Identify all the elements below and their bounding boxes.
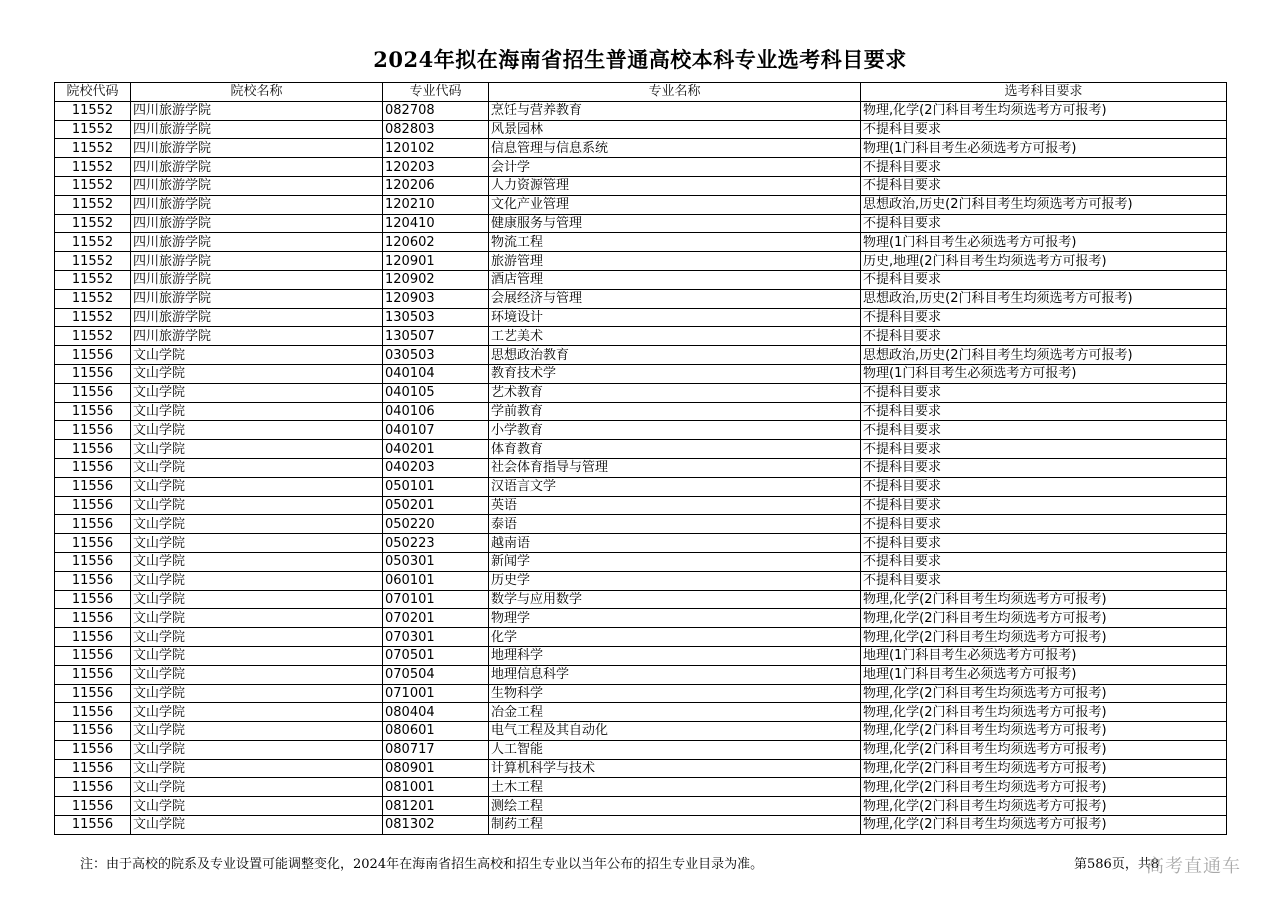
cell-school-code: 11556 bbox=[55, 552, 131, 571]
cell-major-code: 040201 bbox=[383, 440, 489, 459]
cell-subject-requirement: 不提科目要求 bbox=[861, 571, 1227, 590]
table-row bbox=[55, 646, 1227, 665]
cell-major-code: 120203 bbox=[383, 158, 489, 177]
cell-major-name: 汉语言文学 bbox=[489, 477, 861, 496]
cell-subject-requirement: 物理,化学(2门科目考生均须选考方可报考) bbox=[861, 740, 1227, 759]
cell-major-name: 泰语 bbox=[489, 515, 861, 534]
cell-school-code: 11552 bbox=[55, 139, 131, 158]
cell-major-code: 040107 bbox=[383, 421, 489, 440]
cell-subject-requirement: 不提科目要求 bbox=[861, 534, 1227, 553]
table-row bbox=[55, 308, 1227, 327]
cell-major-name: 酒店管理 bbox=[489, 270, 861, 289]
cell-school-name: 文山学院 bbox=[131, 646, 383, 665]
table-row bbox=[55, 402, 1227, 421]
cell-major-name: 历史学 bbox=[489, 571, 861, 590]
cell-major-code: 120210 bbox=[383, 195, 489, 214]
cell-school-code: 11552 bbox=[55, 270, 131, 289]
table-row bbox=[55, 477, 1227, 496]
cell-school-name: 文山学院 bbox=[131, 364, 383, 383]
cell-major-name: 环境设计 bbox=[489, 308, 861, 327]
header-major-name: 专业名称 bbox=[489, 83, 861, 102]
cell-major-name: 旅游管理 bbox=[489, 252, 861, 271]
cell-subject-requirement: 地理(1门科目考生必须选考方可报考) bbox=[861, 646, 1227, 665]
table-row bbox=[55, 252, 1227, 271]
cell-major-code: 070201 bbox=[383, 609, 489, 628]
cell-school-name: 文山学院 bbox=[131, 552, 383, 571]
cell-major-code: 050101 bbox=[383, 477, 489, 496]
cell-school-code: 11556 bbox=[55, 383, 131, 402]
cell-subject-requirement: 历史,地理(2门科目考生均须选考方可报考) bbox=[861, 252, 1227, 271]
cell-major-code: 030503 bbox=[383, 346, 489, 365]
table-row bbox=[55, 270, 1227, 289]
table-row bbox=[55, 552, 1227, 571]
cell-school-code: 11552 bbox=[55, 289, 131, 308]
table-row bbox=[55, 515, 1227, 534]
cell-school-code: 11552 bbox=[55, 308, 131, 327]
cell-school-code: 11552 bbox=[55, 158, 131, 177]
cell-school-code: 11556 bbox=[55, 722, 131, 741]
cell-school-code: 11552 bbox=[55, 176, 131, 195]
cell-major-name: 数学与应用数学 bbox=[489, 590, 861, 609]
cell-major-name: 工艺美术 bbox=[489, 327, 861, 346]
cell-subject-requirement: 物理(1门科目考生必须选考方可报考) bbox=[861, 139, 1227, 158]
cell-school-name: 文山学院 bbox=[131, 590, 383, 609]
table-body bbox=[55, 101, 1227, 834]
table-row bbox=[55, 421, 1227, 440]
table-row bbox=[55, 120, 1227, 139]
cell-subject-requirement: 不提科目要求 bbox=[861, 440, 1227, 459]
cell-school-code: 11552 bbox=[55, 233, 131, 252]
cell-subject-requirement: 物理,化学(2门科目考生均须选考方可报考) bbox=[861, 628, 1227, 647]
cell-major-code: 120602 bbox=[383, 233, 489, 252]
cell-school-code: 11556 bbox=[55, 703, 131, 722]
cell-major-name: 计算机科学与技术 bbox=[489, 759, 861, 778]
cell-school-name: 文山学院 bbox=[131, 421, 383, 440]
cell-school-name: 四川旅游学院 bbox=[131, 176, 383, 195]
header-school-name: 院校名称 bbox=[131, 83, 383, 102]
cell-school-name: 文山学院 bbox=[131, 684, 383, 703]
cell-major-code: 071001 bbox=[383, 684, 489, 703]
cell-major-code: 080901 bbox=[383, 759, 489, 778]
cell-major-name: 地理信息科学 bbox=[489, 665, 861, 684]
table-row bbox=[55, 383, 1227, 402]
cell-school-code: 11556 bbox=[55, 346, 131, 365]
cell-school-name: 四川旅游学院 bbox=[131, 101, 383, 120]
cell-subject-requirement: 物理,化学(2门科目考生均须选考方可报考) bbox=[861, 684, 1227, 703]
cell-subject-requirement: 思想政治,历史(2门科目考生均须选考方可报考) bbox=[861, 195, 1227, 214]
cell-major-name: 艺术教育 bbox=[489, 383, 861, 402]
cell-subject-requirement: 地理(1门科目考生必须选考方可报考) bbox=[861, 665, 1227, 684]
cell-major-code: 060101 bbox=[383, 571, 489, 590]
cell-school-code: 11556 bbox=[55, 496, 131, 515]
table-row bbox=[55, 214, 1227, 233]
cell-school-name: 文山学院 bbox=[131, 816, 383, 835]
cell-subject-requirement: 物理,化学(2门科目考生均须选考方可报考) bbox=[861, 101, 1227, 120]
cell-subject-requirement: 不提科目要求 bbox=[861, 458, 1227, 477]
cell-major-name: 人力资源管理 bbox=[489, 176, 861, 195]
cell-major-code: 082708 bbox=[383, 101, 489, 120]
cell-major-code: 080404 bbox=[383, 703, 489, 722]
cell-school-code: 11552 bbox=[55, 101, 131, 120]
cell-major-name: 烹饪与营养教育 bbox=[489, 101, 861, 120]
table-row bbox=[55, 684, 1227, 703]
table-row bbox=[55, 496, 1227, 515]
cell-subject-requirement: 物理,化学(2门科目考生均须选考方可报考) bbox=[861, 759, 1227, 778]
cell-school-name: 文山学院 bbox=[131, 703, 383, 722]
cell-school-code: 11556 bbox=[55, 646, 131, 665]
cell-school-name: 文山学院 bbox=[131, 571, 383, 590]
table-row bbox=[55, 458, 1227, 477]
cell-major-name: 地理科学 bbox=[489, 646, 861, 665]
cell-school-code: 11552 bbox=[55, 195, 131, 214]
cell-major-name: 教育技术学 bbox=[489, 364, 861, 383]
cell-major-code: 050301 bbox=[383, 552, 489, 571]
cell-major-code: 070504 bbox=[383, 665, 489, 684]
cell-subject-requirement: 不提科目要求 bbox=[861, 214, 1227, 233]
cell-school-name: 四川旅游学院 bbox=[131, 139, 383, 158]
cell-major-name: 人工智能 bbox=[489, 740, 861, 759]
cell-major-code: 070301 bbox=[383, 628, 489, 647]
cell-school-code: 11556 bbox=[55, 515, 131, 534]
cell-school-name: 文山学院 bbox=[131, 515, 383, 534]
cell-school-name: 文山学院 bbox=[131, 609, 383, 628]
cell-major-name: 社会体育指导与管理 bbox=[489, 458, 861, 477]
cell-subject-requirement: 不提科目要求 bbox=[861, 176, 1227, 195]
cell-subject-requirement: 物理,化学(2门科目考生均须选考方可报考) bbox=[861, 722, 1227, 741]
cell-school-name: 四川旅游学院 bbox=[131, 233, 383, 252]
requirements-table bbox=[54, 82, 1227, 835]
cell-school-code: 11556 bbox=[55, 740, 131, 759]
cell-major-name: 思想政治教育 bbox=[489, 346, 861, 365]
table-row bbox=[55, 797, 1227, 816]
cell-school-name: 四川旅游学院 bbox=[131, 120, 383, 139]
cell-subject-requirement: 不提科目要求 bbox=[861, 402, 1227, 421]
table-row bbox=[55, 740, 1227, 759]
cell-major-name: 测绘工程 bbox=[489, 797, 861, 816]
cell-major-name: 文化产业管理 bbox=[489, 195, 861, 214]
cell-school-code: 11556 bbox=[55, 477, 131, 496]
cell-school-name: 文山学院 bbox=[131, 402, 383, 421]
cell-school-name: 四川旅游学院 bbox=[131, 289, 383, 308]
cell-school-code: 11556 bbox=[55, 628, 131, 647]
cell-major-name: 健康服务与管理 bbox=[489, 214, 861, 233]
header-major-code: 专业代码 bbox=[383, 83, 489, 102]
cell-major-code: 130507 bbox=[383, 327, 489, 346]
cell-major-name: 冶金工程 bbox=[489, 703, 861, 722]
cell-school-name: 四川旅游学院 bbox=[131, 158, 383, 177]
cell-subject-requirement: 思想政治,历史(2门科目考生均须选考方可报考) bbox=[861, 346, 1227, 365]
cell-major-name: 化学 bbox=[489, 628, 861, 647]
cell-subject-requirement: 不提科目要求 bbox=[861, 477, 1227, 496]
cell-major-name: 风景园林 bbox=[489, 120, 861, 139]
table-row bbox=[55, 233, 1227, 252]
cell-school-name: 文山学院 bbox=[131, 628, 383, 647]
cell-school-code: 11556 bbox=[55, 797, 131, 816]
cell-school-name: 文山学院 bbox=[131, 722, 383, 741]
table-row bbox=[55, 703, 1227, 722]
cell-major-code: 040203 bbox=[383, 458, 489, 477]
cell-school-name: 文山学院 bbox=[131, 477, 383, 496]
cell-major-name: 会计学 bbox=[489, 158, 861, 177]
cell-major-code: 120102 bbox=[383, 139, 489, 158]
cell-major-name: 体育教育 bbox=[489, 440, 861, 459]
cell-school-name: 文山学院 bbox=[131, 797, 383, 816]
cell-major-code: 070501 bbox=[383, 646, 489, 665]
cell-major-code: 120410 bbox=[383, 214, 489, 233]
cell-subject-requirement: 物理,化学(2门科目考生均须选考方可报考) bbox=[861, 703, 1227, 722]
header-school-code: 院校代码 bbox=[55, 83, 131, 102]
cell-subject-requirement: 物理,化学(2门科目考生均须选考方可报考) bbox=[861, 590, 1227, 609]
cell-school-code: 11556 bbox=[55, 609, 131, 628]
table-row bbox=[55, 816, 1227, 835]
table-row bbox=[55, 722, 1227, 741]
header-subject-requirement: 选考科目要求 bbox=[861, 83, 1227, 102]
cell-subject-requirement: 不提科目要求 bbox=[861, 270, 1227, 289]
cell-major-name: 电气工程及其自动化 bbox=[489, 722, 861, 741]
table-row bbox=[55, 364, 1227, 383]
cell-school-code: 11556 bbox=[55, 778, 131, 797]
cell-subject-requirement: 思想政治,历史(2门科目考生均须选考方可报考) bbox=[861, 289, 1227, 308]
table-row bbox=[55, 139, 1227, 158]
cell-major-code: 080601 bbox=[383, 722, 489, 741]
cell-school-name: 文山学院 bbox=[131, 759, 383, 778]
cell-school-code: 11552 bbox=[55, 252, 131, 271]
cell-major-code: 070101 bbox=[383, 590, 489, 609]
cell-school-name: 文山学院 bbox=[131, 383, 383, 402]
cell-school-name: 文山学院 bbox=[131, 458, 383, 477]
cell-major-code: 040104 bbox=[383, 364, 489, 383]
cell-major-name: 信息管理与信息系统 bbox=[489, 139, 861, 158]
table-row bbox=[55, 176, 1227, 195]
cell-major-code: 082803 bbox=[383, 120, 489, 139]
cell-subject-requirement: 不提科目要求 bbox=[861, 327, 1227, 346]
cell-major-code: 050201 bbox=[383, 496, 489, 515]
cell-subject-requirement: 不提科目要求 bbox=[861, 496, 1227, 515]
table-row bbox=[55, 590, 1227, 609]
cell-school-code: 11556 bbox=[55, 421, 131, 440]
table-row bbox=[55, 628, 1227, 647]
cell-major-code: 050220 bbox=[383, 515, 489, 534]
cell-major-code: 040105 bbox=[383, 383, 489, 402]
table-row bbox=[55, 440, 1227, 459]
table-row bbox=[55, 665, 1227, 684]
cell-major-name: 新闻学 bbox=[489, 552, 861, 571]
cell-major-name: 会展经济与管理 bbox=[489, 289, 861, 308]
cell-major-code: 081302 bbox=[383, 816, 489, 835]
table-row bbox=[55, 759, 1227, 778]
table-row bbox=[55, 195, 1227, 214]
cell-major-code: 081201 bbox=[383, 797, 489, 816]
cell-major-code: 130503 bbox=[383, 308, 489, 327]
cell-school-name: 四川旅游学院 bbox=[131, 327, 383, 346]
cell-school-name: 文山学院 bbox=[131, 665, 383, 684]
cell-school-code: 11556 bbox=[55, 534, 131, 553]
cell-major-code: 080717 bbox=[383, 740, 489, 759]
cell-subject-requirement: 不提科目要求 bbox=[861, 421, 1227, 440]
cell-school-name: 四川旅游学院 bbox=[131, 308, 383, 327]
cell-school-code: 11556 bbox=[55, 440, 131, 459]
cell-school-code: 11552 bbox=[55, 327, 131, 346]
cell-major-code: 120902 bbox=[383, 270, 489, 289]
cell-school-name: 文山学院 bbox=[131, 496, 383, 515]
cell-subject-requirement: 物理,化学(2门科目考生均须选考方可报考) bbox=[861, 778, 1227, 797]
cell-school-name: 文山学院 bbox=[131, 740, 383, 759]
cell-major-name: 小学教育 bbox=[489, 421, 861, 440]
cell-school-code: 11552 bbox=[55, 214, 131, 233]
cell-major-name: 土木工程 bbox=[489, 778, 861, 797]
cell-school-code: 11556 bbox=[55, 571, 131, 590]
cell-major-name: 生物科学 bbox=[489, 684, 861, 703]
cell-school-code: 11556 bbox=[55, 402, 131, 421]
cell-school-name: 文山学院 bbox=[131, 534, 383, 553]
cell-major-name: 物流工程 bbox=[489, 233, 861, 252]
watermark-logo: 高考直通车 bbox=[1146, 856, 1241, 877]
table-header-row bbox=[55, 83, 1227, 102]
cell-school-code: 11556 bbox=[55, 684, 131, 703]
page-title: 2024年拟在海南省招生普通高校本科专业选考科目要求 bbox=[373, 47, 907, 72]
cell-subject-requirement: 不提科目要求 bbox=[861, 383, 1227, 402]
cell-major-name: 制药工程 bbox=[489, 816, 861, 835]
cell-subject-requirement: 物理(1门科目考生必须选考方可报考) bbox=[861, 364, 1227, 383]
cell-major-code: 081001 bbox=[383, 778, 489, 797]
cell-subject-requirement: 物理,化学(2门科目考生均须选考方可报考) bbox=[861, 797, 1227, 816]
cell-major-code: 040106 bbox=[383, 402, 489, 421]
cell-major-code: 120206 bbox=[383, 176, 489, 195]
cell-school-code: 11556 bbox=[55, 364, 131, 383]
cell-major-code: 120901 bbox=[383, 252, 489, 271]
cell-school-name: 四川旅游学院 bbox=[131, 252, 383, 271]
table-row bbox=[55, 289, 1227, 308]
footer-note: 注：由于高校的院系及专业设置可能调整变化，2024年在海南省招生高校和招生专业以当年公布的招生专业目录为准。 bbox=[80, 857, 764, 872]
cell-school-name: 四川旅游学院 bbox=[131, 270, 383, 289]
cell-school-name: 文山学院 bbox=[131, 778, 383, 797]
cell-school-code: 11556 bbox=[55, 665, 131, 684]
cell-school-code: 11556 bbox=[55, 590, 131, 609]
table-row bbox=[55, 327, 1227, 346]
table-row bbox=[55, 158, 1227, 177]
cell-subject-requirement: 物理,化学(2门科目考生均须选考方可报考) bbox=[861, 816, 1227, 835]
table-row bbox=[55, 534, 1227, 553]
cell-school-name: 四川旅游学院 bbox=[131, 195, 383, 214]
cell-school-code: 11556 bbox=[55, 458, 131, 477]
cell-subject-requirement: 不提科目要求 bbox=[861, 158, 1227, 177]
cell-school-name: 文山学院 bbox=[131, 440, 383, 459]
page-number: 第586页，共8 bbox=[1074, 857, 1160, 872]
table-row bbox=[55, 346, 1227, 365]
cell-major-name: 物理学 bbox=[489, 609, 861, 628]
cell-subject-requirement: 不提科目要求 bbox=[861, 308, 1227, 327]
cell-subject-requirement: 不提科目要求 bbox=[861, 515, 1227, 534]
table-row bbox=[55, 609, 1227, 628]
cell-school-name: 四川旅游学院 bbox=[131, 214, 383, 233]
cell-school-name: 文山学院 bbox=[131, 346, 383, 365]
cell-subject-requirement: 不提科目要求 bbox=[861, 552, 1227, 571]
cell-subject-requirement: 物理,化学(2门科目考生均须选考方可报考) bbox=[861, 609, 1227, 628]
cell-major-name: 学前教育 bbox=[489, 402, 861, 421]
cell-school-code: 11556 bbox=[55, 816, 131, 835]
cell-major-code: 120903 bbox=[383, 289, 489, 308]
cell-major-code: 050223 bbox=[383, 534, 489, 553]
cell-school-code: 11556 bbox=[55, 759, 131, 778]
cell-major-name: 越南语 bbox=[489, 534, 861, 553]
cell-major-name: 英语 bbox=[489, 496, 861, 515]
cell-school-code: 11552 bbox=[55, 120, 131, 139]
table-row bbox=[55, 571, 1227, 590]
cell-subject-requirement: 不提科目要求 bbox=[861, 120, 1227, 139]
table-row bbox=[55, 778, 1227, 797]
cell-subject-requirement: 物理(1门科目考生必须选考方可报考) bbox=[861, 233, 1227, 252]
table-row bbox=[55, 101, 1227, 120]
